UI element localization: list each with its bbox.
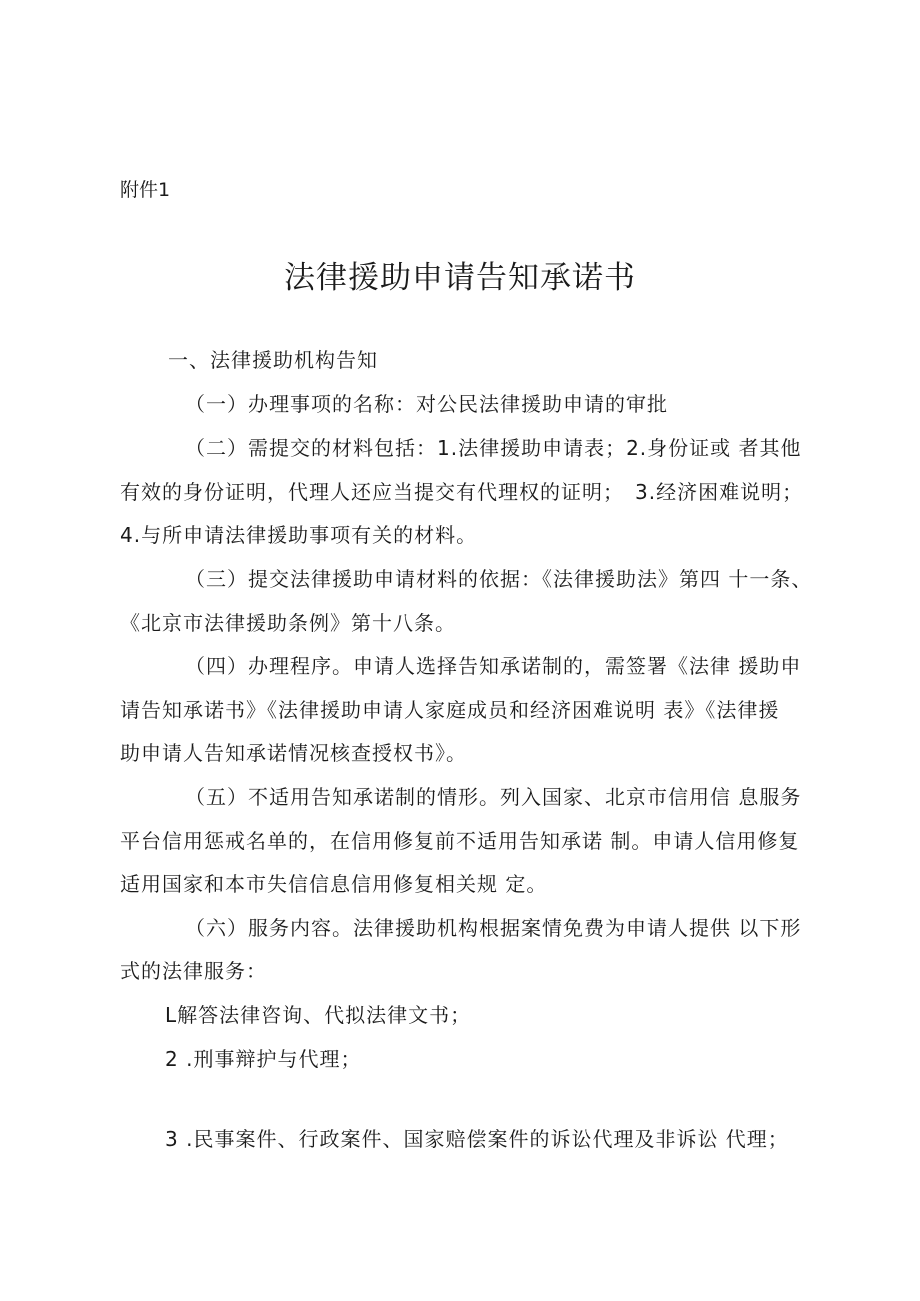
attachment-label: 附件1	[120, 179, 171, 201]
paragraph-6-line-2: 式的法律服务：	[120, 959, 267, 983]
document-title: 法律援助申请告知承诺书	[284, 260, 636, 296]
paragraph-5-line-3: 适用国家和本市失信信息信用修复相关规 定。	[120, 872, 548, 896]
paragraph-3-line-1: （三）提交法律援助申请材料的依据：《法律援助法》第四 十一条、	[185, 567, 813, 591]
paragraph-6-line-1: （六）服务内容。法律援助机构根据案情免费为申请人提供 以下形	[185, 916, 802, 940]
list-item-1: L解答法律咨询、代拟法律文书；	[165, 1003, 472, 1027]
paragraph-4-line-1: （四）办理程序。申请人选择告知承诺制的，需签署《法律 援助申	[185, 654, 802, 678]
paragraph-2-line-1: （二）需提交的材料包括：1.法律援助申请表；2.身份证或 者其他	[185, 436, 802, 460]
paragraph-5-line-2: 平台信用惩戒名单的，在信用修复前不适用告知承诺 制。申请人信用修复	[120, 829, 800, 853]
paragraph-1-line-1: （一）办理事项的名称：对公民法律援助申请的审批	[185, 392, 668, 416]
paragraph-2-line-2: 有效的身份证明，代理人还应当提交有代理权的证明； 3.经济困难说明；	[120, 480, 804, 504]
paragraph-4-line-3: 助申请人告知承诺情况核查授权书》。	[120, 741, 467, 765]
section-heading-notice: 一、法律援助机构告知	[168, 348, 378, 372]
list-item-2: 2 .刑事辩护与代理；	[165, 1047, 362, 1071]
paragraph-5-line-1: （五）不适用告知承诺制的情形。列入国家、北京市信用信 息服务	[185, 785, 802, 809]
list-item-3: 3 .民事案件、行政案件、国家赔偿案件的诉讼代理及非诉讼 代理；	[165, 1127, 789, 1151]
paragraph-3-line-2: 《北京市法律援助条例》第十八条。	[120, 611, 456, 635]
paragraph-2-line-3: 4.与所申请法律援助事项有关的材料。	[120, 523, 478, 547]
paragraph-4-line-2: 请告知承诺书》《法律援助申请人家庭成员和经济困难说明 表》《法律援	[120, 698, 780, 722]
